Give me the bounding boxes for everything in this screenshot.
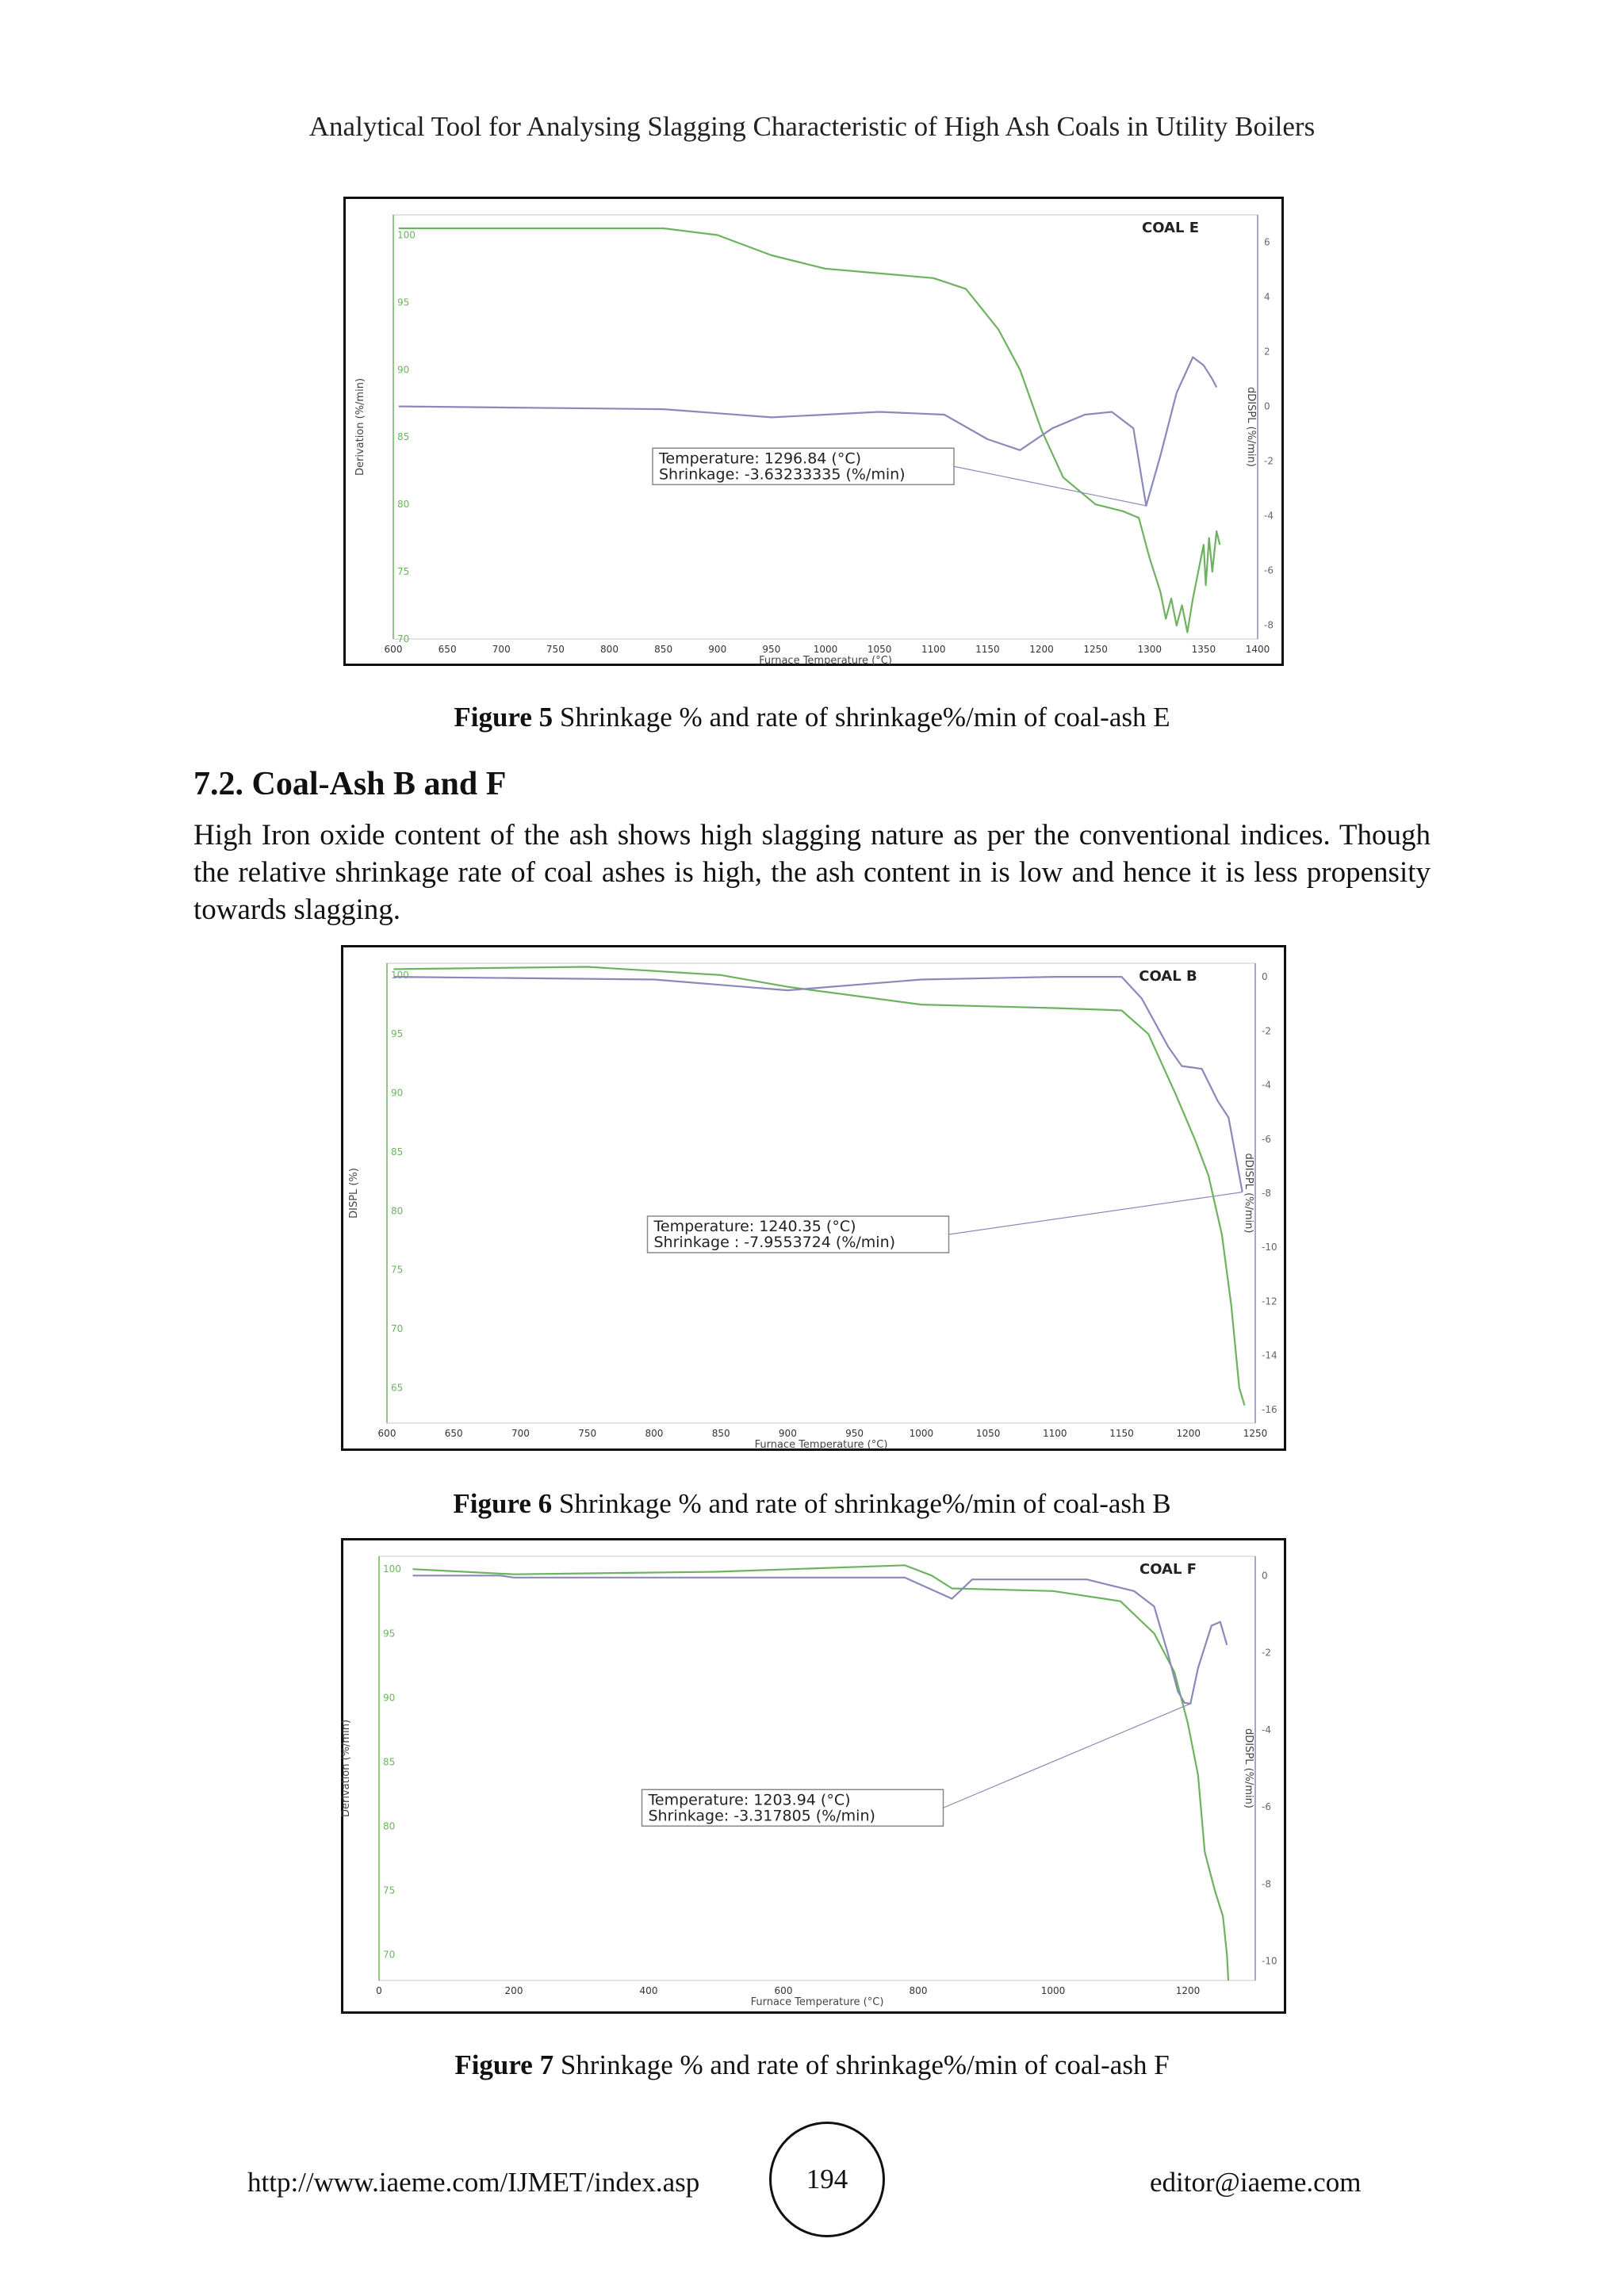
figure-5-caption <box>0 702 1624 733</box>
annotation-leader <box>954 466 1146 506</box>
y-left-tick-label: 80 <box>383 1820 396 1832</box>
y-right-tick-label: -2 <box>1262 1647 1271 1659</box>
chart-title: COAL B <box>1139 968 1197 985</box>
y-right-tick-label: -12 <box>1262 1295 1277 1307</box>
x-tick-label: 800 <box>600 644 619 655</box>
x-tick-label: 400 <box>639 1985 658 1996</box>
x-tick-label: 700 <box>492 644 511 655</box>
chart-title: COAL F <box>1139 1561 1197 1578</box>
figure-6-caption-text: Shrinkage % and rate of shrinkage%/min of coal-ash B <box>558 1488 1171 1519</box>
coal-f-chart <box>340 1540 1284 2011</box>
y-right-tick-label: 0 <box>1262 971 1268 983</box>
y-right-axis-title: dDISPL (%/min) <box>1243 1153 1254 1234</box>
x-tick-label: 1250 <box>1083 644 1108 655</box>
plot-area <box>393 215 1258 639</box>
y-left-tick-label: 75 <box>397 566 410 578</box>
shrinkage-rate-line <box>393 977 1242 1192</box>
coal-e-chart <box>346 199 1281 667</box>
annotation-leader <box>944 1704 1191 1808</box>
x-tick-label: 850 <box>654 644 673 655</box>
shrinkage-line <box>399 228 1220 633</box>
page-number <box>769 2122 885 2237</box>
section-paragraph: High Iron oxide content of the ash shows high slagging nature as per the conventional indices. Though the relative shrinkage rate of coal ashes is high, the ash content in is low and hence it is less propensity towards slagging. <box>193 819 1431 926</box>
y-left-axis-title: DISPL (%) <box>348 1168 360 1219</box>
y-right-tick-label: -10 <box>1262 1955 1277 1967</box>
y-left-tick-label: 85 <box>391 1146 404 1158</box>
y-left-tick-label: 100 <box>391 969 409 981</box>
x-tick-label: 800 <box>909 1985 928 1996</box>
x-tick-label: 600 <box>384 644 403 655</box>
y-left-tick-label: 100 <box>383 1563 401 1575</box>
x-tick-label: 1200 <box>1176 1428 1201 1439</box>
figure-6-chart <box>341 945 1286 1451</box>
y-right-tick-label: -16 <box>1262 1403 1277 1415</box>
annotation-text: Shrinkage: -3.63233335 (%/min) <box>659 465 906 484</box>
figure-6-label: Figure 6 <box>453 1488 553 1519</box>
footer-email[interactable]: editor@iaeme.com <box>1150 2167 1362 2198</box>
y-right-tick-label: -8 <box>1262 1878 1271 1890</box>
x-tick-label: 1200 <box>1175 1985 1201 1996</box>
figure-7-chart <box>341 1538 1286 2014</box>
annotation-leader <box>949 1192 1243 1234</box>
shrinkage-line <box>413 1565 1229 1980</box>
x-tick-label: 200 <box>504 1985 523 1996</box>
y-left-tick-label: 95 <box>383 1628 396 1640</box>
y-right-axis-title: dDISPL (%/min) <box>1243 1728 1254 1808</box>
x-tick-label: 1300 <box>1137 644 1162 655</box>
plot-area <box>379 1556 1255 1980</box>
y-right-tick-label: -6 <box>1262 1801 1271 1813</box>
y-right-tick-label: -4 <box>1262 1079 1271 1091</box>
x-tick-label: 900 <box>708 644 727 655</box>
x-tick-label: 0 <box>376 1985 382 1996</box>
x-tick-label: 1150 <box>975 644 1000 655</box>
y-left-tick-label: 65 <box>391 1382 404 1394</box>
figure-7-caption-text: Shrinkage % and rate of shrinkage%/min of coal-ash F <box>560 2049 1170 2080</box>
y-left-axis-title: Derivation (%/min) <box>354 377 366 476</box>
y-right-tick-label: -4 <box>1262 1724 1271 1735</box>
y-right-tick-label: 2 <box>1264 346 1270 358</box>
y-right-tick-label: -8 <box>1264 619 1274 631</box>
annotation-text: Temperature: 1296.84 (°C) <box>659 450 861 468</box>
y-right-tick-label: -4 <box>1264 510 1274 522</box>
section-heading: 7.2. Coal-Ash B and F <box>193 766 507 802</box>
y-left-tick-label: 70 <box>383 1949 396 1961</box>
x-tick-label: 750 <box>578 1428 597 1439</box>
annotation-text: Temperature: 1203.94 (°C) <box>648 1791 851 1809</box>
y-left-tick-label: 70 <box>397 633 410 645</box>
x-tick-label: 1050 <box>975 1428 1001 1439</box>
y-right-tick-label: -6 <box>1264 564 1274 576</box>
y-right-tick-label: 0 <box>1262 1570 1268 1582</box>
x-tick-label: 650 <box>444 1428 463 1439</box>
coal-b-chart <box>343 947 1284 1451</box>
y-left-tick-label: 90 <box>383 1692 396 1704</box>
x-tick-label: 1250 <box>1243 1428 1268 1439</box>
running-header: Analytical Tool for Analysing Slagging Characteristic of High Ash Coals in Utility Boilers <box>308 111 1316 142</box>
y-right-tick-label: 4 <box>1264 291 1270 303</box>
y-right-tick-label: -2 <box>1262 1025 1271 1037</box>
x-axis-title: Furnace Temperature (°C) <box>750 1996 884 2008</box>
x-tick-label: 1100 <box>1043 1428 1067 1439</box>
x-tick-label: 950 <box>762 644 781 655</box>
y-right-tick-label: -6 <box>1262 1133 1271 1145</box>
x-tick-label: 1050 <box>867 644 892 655</box>
y-right-axis-title: dDISPL (%/min) <box>1245 387 1257 467</box>
x-tick-label: 750 <box>546 644 565 655</box>
y-right-tick-label: -10 <box>1262 1242 1277 1253</box>
y-right-tick-label: -8 <box>1262 1188 1271 1199</box>
x-axis-title: Furnace Temperature (°C) <box>759 655 892 667</box>
y-right-tick-label: -2 <box>1264 455 1274 467</box>
y-left-tick-label: 80 <box>391 1205 404 1217</box>
y-left-tick-label: 90 <box>391 1087 404 1099</box>
annotation-text: Shrinkage: -3.317805 (%/min) <box>648 1807 875 1825</box>
y-left-tick-label: 70 <box>391 1323 404 1335</box>
y-left-tick-label: 80 <box>397 499 410 511</box>
y-left-tick-label: 85 <box>397 431 410 443</box>
plot-area <box>387 963 1255 1423</box>
figure-5-label: Figure 5 <box>454 702 553 733</box>
y-left-tick-label: 75 <box>391 1264 404 1276</box>
x-tick-label: 650 <box>438 644 457 655</box>
x-tick-label: 700 <box>511 1428 530 1439</box>
x-tick-label: 600 <box>377 1428 396 1439</box>
figure-5-chart <box>343 197 1284 666</box>
x-axis-title: Furnace Temperature (°C) <box>754 1439 888 1451</box>
x-tick-label: 800 <box>645 1428 664 1439</box>
y-left-tick-label: 100 <box>397 229 416 241</box>
y-left-tick-label: 90 <box>397 364 410 376</box>
shrinkage-line <box>393 967 1244 1406</box>
x-tick-label: 1400 <box>1245 644 1270 655</box>
figure-7-label: Figure 7 <box>454 2049 554 2080</box>
y-left-tick-label: 95 <box>397 297 410 308</box>
y-left-axis-title: Derivation (%/min) <box>340 1719 352 1818</box>
figure-5-caption-text: Shrinkage % and rate of shrinkage%/min of coal-ash E <box>559 702 1170 733</box>
shrinkage-rate-line <box>413 1575 1228 1704</box>
y-right-tick-label: 0 <box>1264 400 1270 412</box>
figure-6-caption <box>0 1488 1624 1520</box>
x-tick-label: 1000 <box>1040 1985 1066 1996</box>
x-tick-label: 1200 <box>1029 644 1054 655</box>
x-tick-label: 900 <box>778 1428 797 1439</box>
figure-7-caption <box>0 2049 1624 2081</box>
chart-title: COAL E <box>1142 220 1199 236</box>
x-tick-label: 1350 <box>1191 644 1216 655</box>
y-right-tick-label: -14 <box>1262 1349 1277 1361</box>
y-left-tick-label: 85 <box>383 1756 396 1768</box>
annotation-text: Shrinkage : -7.9553724 (%/min) <box>653 1234 896 1251</box>
y-left-tick-label: 95 <box>391 1028 404 1040</box>
annotation-text: Temperature: 1240.35 (°C) <box>653 1218 856 1235</box>
x-tick-label: 1100 <box>921 644 946 655</box>
y-right-tick-label: 6 <box>1264 236 1270 248</box>
x-tick-label: 850 <box>711 1428 730 1439</box>
page-number-text: 194 <box>806 2164 848 2195</box>
x-tick-label: 1000 <box>909 1428 934 1439</box>
x-tick-label: 950 <box>845 1428 864 1439</box>
footer-url[interactable]: http://www.iaeme.com/IJMET/index.asp <box>247 2167 700 2198</box>
x-tick-label: 1000 <box>813 644 838 655</box>
x-tick-label: 1150 <box>1109 1428 1134 1439</box>
x-tick-label: 600 <box>774 1985 793 1996</box>
y-left-tick-label: 75 <box>383 1885 396 1896</box>
